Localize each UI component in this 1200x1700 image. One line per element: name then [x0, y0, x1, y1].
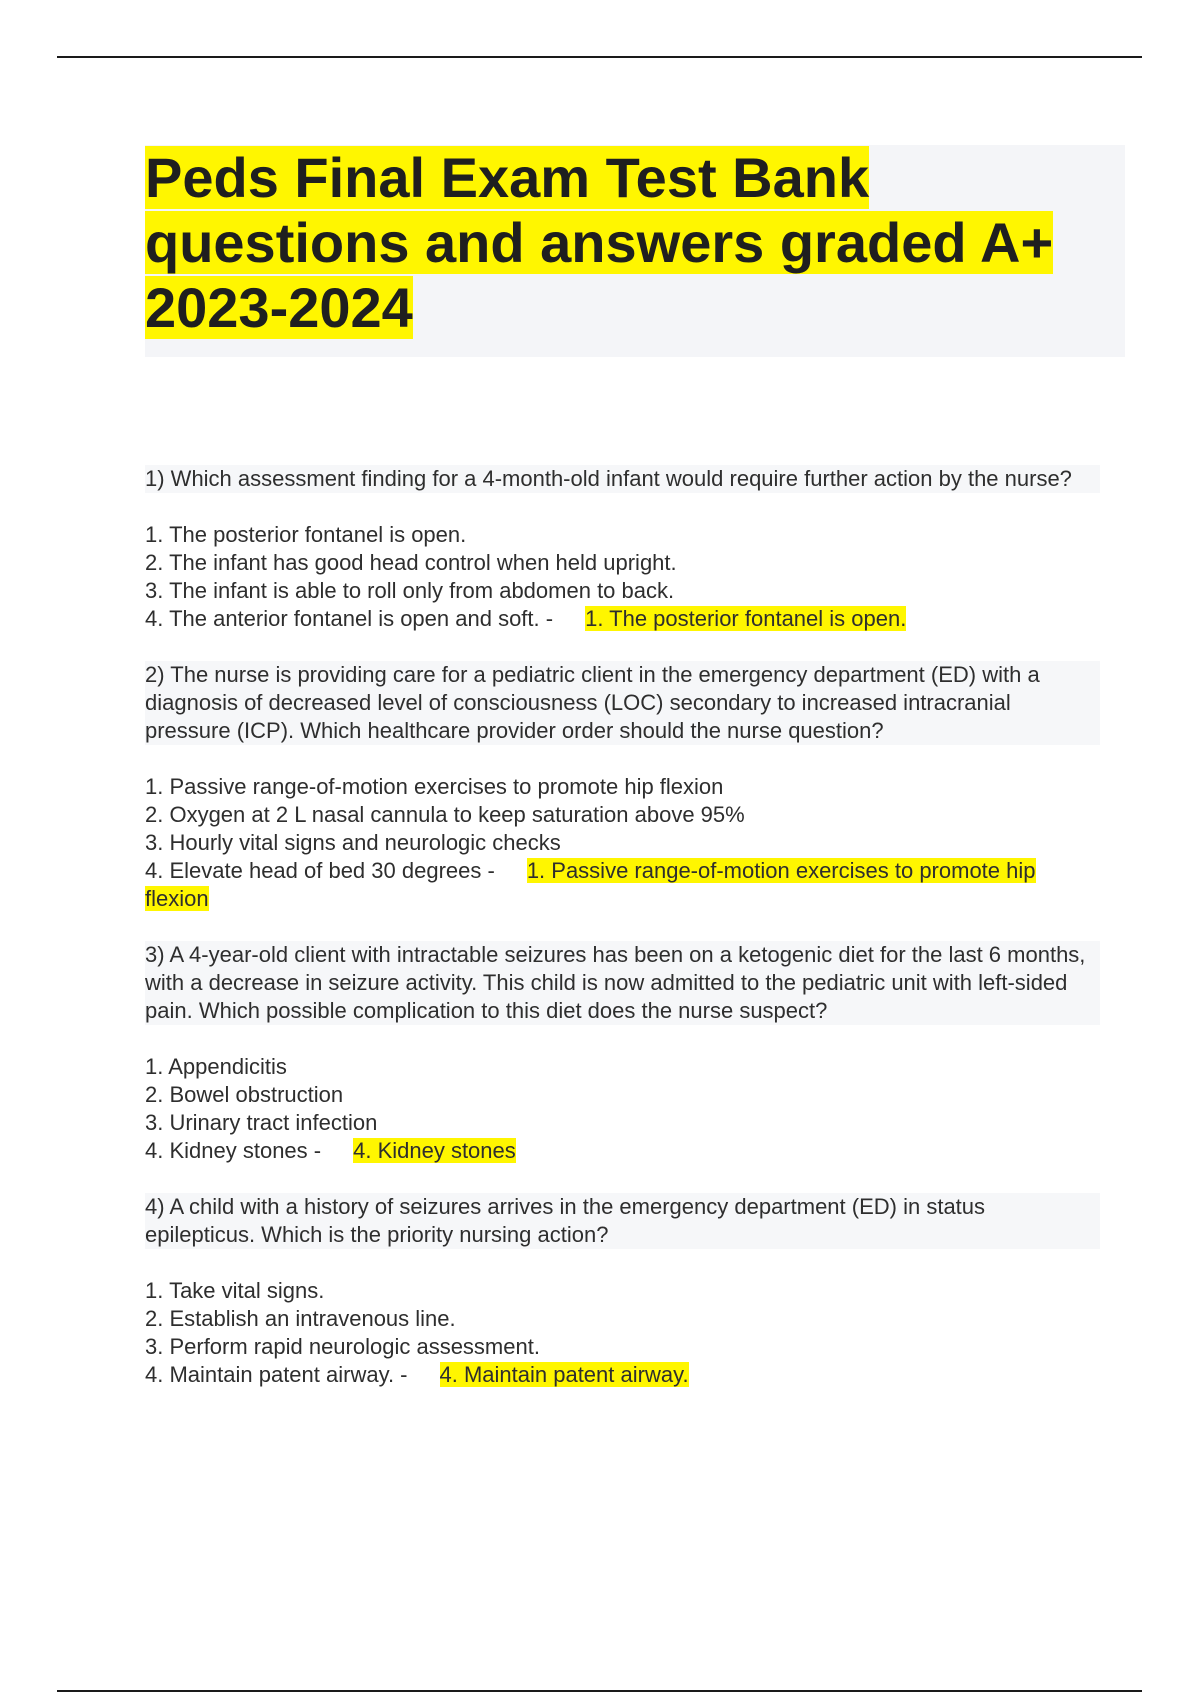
question-stem: 4) A child with a history of seizures arrives in the emergency department (ED) in status epilepticus. Which is the priority nursing action?	[145, 1193, 1100, 1249]
option-text: 4. The anterior fontanel is open and soft. -	[145, 606, 554, 631]
answer-highlight: 4. Kidney stones	[353, 1138, 516, 1163]
option-item: 2. The infant has good head control when held upright.	[145, 550, 677, 575]
question-list	[145, 465, 1100, 1417]
option-list	[145, 1053, 1100, 1165]
answer-highlight: 4. Maintain patent airway.	[439, 1362, 689, 1387]
question-2	[145, 661, 1100, 913]
question-stem: 3) A 4-year-old client with intractable seizures has been on a ketogenic diet for the last 6 months, with a decrease in seizure activity. This child is now admitted to the pediatric unit with left-sided pain. Which possible complication to this diet does the nurse suspect?	[145, 941, 1100, 1025]
option-list	[145, 773, 1100, 913]
option-list	[145, 521, 1100, 633]
option-item: 1. Passive range-of-motion exercises to promote hip flexion	[145, 774, 724, 799]
option-item: 1. Take vital signs.	[145, 1278, 325, 1303]
option-item: 3. The infant is able to roll only from abdomen to back.	[145, 578, 675, 603]
document-title	[145, 145, 1075, 340]
bottom-rule	[57, 1690, 1142, 1692]
option-item-last	[145, 1361, 1100, 1389]
option-item: 1. The posterior fontanel is open.	[145, 522, 467, 547]
option-list	[145, 1277, 1100, 1389]
question-stem: 2) The nurse is providing care for a pediatric client in the emergency department (ED) with a diagnosis of decreased level of consciousness (LOC) secondary to increased intracranial pressure (ICP). Which healthcare provider order should the nurse question?	[145, 661, 1100, 745]
question-1	[145, 465, 1100, 633]
option-item: 1. Appendicitis	[145, 1054, 287, 1079]
document-title-text: Peds Final Exam Test Bank questions and answers graded A+ 2023-2024	[145, 146, 1054, 339]
title-block	[145, 145, 1125, 357]
answer-highlight: 1. Passive range-of-motion exercises to promote hip flexion	[145, 858, 1036, 911]
option-item-last	[145, 605, 1100, 633]
option-item-last	[145, 1137, 1100, 1165]
option-text: 4. Kidney stones -	[145, 1138, 322, 1163]
question-3	[145, 941, 1100, 1165]
option-item: 2. Bowel obstruction	[145, 1082, 344, 1107]
option-item: 2. Oxygen at 2 L nasal cannula to keep saturation above 95%	[145, 802, 745, 827]
option-item: 2. Establish an intravenous line.	[145, 1306, 456, 1331]
option-item-last	[145, 857, 1100, 913]
option-item: 3. Perform rapid neurologic assessment.	[145, 1334, 540, 1359]
option-text: 4. Maintain patent airway. -	[145, 1362, 408, 1387]
top-rule	[57, 56, 1142, 58]
question-4	[145, 1193, 1100, 1389]
answer-highlight: 1. The posterior fontanel is open.	[585, 606, 907, 631]
option-text: 4. Elevate head of bed 30 degrees -	[145, 858, 495, 883]
option-item: 3. Hourly vital signs and neurologic checks	[145, 830, 561, 855]
option-item: 3. Urinary tract infection	[145, 1110, 378, 1135]
question-stem: 1) Which assessment finding for a 4-month-old infant would require further action by the nurse?	[145, 465, 1100, 493]
